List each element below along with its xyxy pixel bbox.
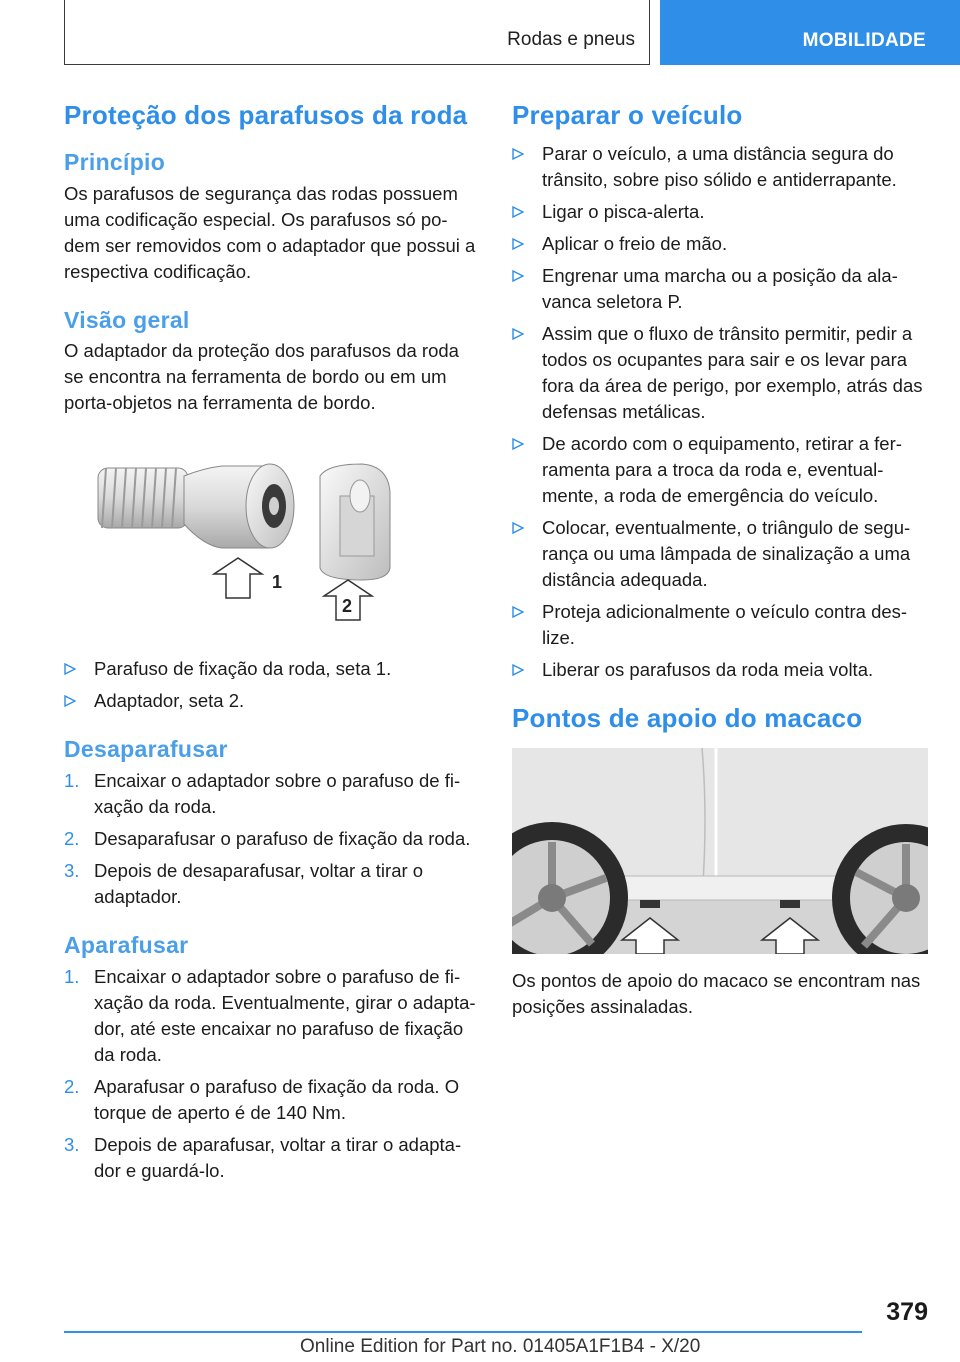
left-column [64, 100, 478, 1190]
list-item: 1. Encaixar o adaptador sobre o parafuso de fi-xação da roda. Eventualmente, girar o adapta-dor, até este encaixar no parafuso de fixação da roda. [64, 965, 476, 1065]
list-item: Parar o veículo, a uma distância segura do trânsito, sobre piso sólido e antiderrapante. [512, 141, 928, 193]
list-item: Engrenar uma marcha ou a posição da ala-vanca seletora P. [512, 263, 928, 315]
header-section-box [64, 0, 650, 65]
list-item: De acordo com o equipamento, retirar a fer-ramenta para a troca da roda e, eventual-mente, a roda de emergência do veículo. [512, 431, 928, 509]
list-item: Colocar, eventualmente, o triângulo de segu-rança ou uma lâmpada de sinalização a uma distância adequada. [512, 515, 928, 593]
list-item: 1. Encaixar o adaptador sobre o parafuso de fi-xação da roda. [64, 769, 461, 817]
triangle-bullet-icon [512, 328, 524, 340]
title-prepare-vehicle: Preparar o veículo [512, 100, 743, 130]
list-item: Aplicar o freio de mão. [512, 231, 928, 257]
triangle-bullet-icon [512, 664, 524, 676]
triangle-bullet-icon [512, 438, 524, 450]
text-jack-points: Os pontos de apoio do macaco se encontram nas posições assinaladas. [512, 970, 921, 1018]
list-item: 2. Desaparafusar o parafuso de fixação da roda. [64, 827, 471, 849]
arrow-1-label: 1 [272, 572, 283, 593]
text-principle: Os parafusos de segurança das rodas possuem uma codificação especial. Os parafusos só po-dem ser removidos com o adaptador que possui a respectiva codificação. [64, 182, 476, 282]
triangle-bullet-icon [512, 238, 524, 250]
triangle-bullet-icon [512, 522, 524, 534]
list-item: 2. Aparafusar o parafuso de fixação da roda. O torque de aperto é de 140 Nm. [64, 1075, 460, 1123]
list-item: Liberar os parafusos da roda meia volta. [512, 657, 928, 683]
header-section-title: Rodas e pneus [507, 29, 635, 50]
list-item: Assim que o fluxo de trânsito permitir, pedir a todos os ocupantes para sair e os levar para fora da área de perigo, por exemplo, atrás das defensas metálicas. [512, 321, 928, 425]
heading-unscrew: Desaparafusar [64, 736, 228, 763]
header-chapter-label: MOBILIDADE [802, 30, 926, 51]
jack-points-figure [512, 748, 928, 954]
title-jack-points: Pontos de apoio do macaco [512, 703, 863, 734]
title-wheel-bolt-protection: Proteção dos parafusos da roda [64, 100, 468, 130]
prepare-vehicle-list [512, 141, 928, 683]
triangle-bullet-icon [512, 606, 524, 618]
screw-steps [64, 964, 478, 1184]
heading-overview: Visão geral [64, 306, 190, 333]
figure-legend-list [64, 656, 478, 714]
triangle-bullet-icon [512, 270, 524, 282]
footer-edition: Online Edition for Part no. 01405A1F1B4 - X/20 [300, 1336, 701, 1357]
heading-screw: Aparafusar [64, 931, 189, 958]
header-chapter-tab [660, 0, 960, 65]
arrow-2-marker [324, 580, 372, 620]
list-item: 3. Depois de aparafusar, voltar a tirar o adapta-dor e guardá-lo. [64, 1133, 462, 1181]
wheel-bolt-adapter-figure [92, 456, 392, 626]
text-overview: O adaptador da proteção dos parafusos da roda se encontra na ferramenta de bordo ou em um porta-objetos na ferramenta de bordo. [64, 340, 459, 414]
list-item: Ligar o pisca-alerta. [512, 199, 928, 225]
arrow-1-marker [214, 558, 282, 598]
legend-item: Adaptador, seta 2. [64, 688, 478, 714]
unscrew-steps [64, 768, 478, 910]
list-item: Proteja adicionalmente o veículo contra des-lize. [512, 599, 928, 651]
heading-principle: Princípio [64, 149, 166, 176]
arrow-2-label: 2 [342, 596, 353, 617]
triangle-bullet-icon [512, 206, 524, 218]
bolt-head-shape [184, 464, 294, 548]
legend-item: Parafuso de fixação da roda, seta 1. [64, 656, 478, 682]
right-column [512, 100, 928, 1020]
bolt-thread-shape [98, 468, 188, 528]
footer-divider [64, 1331, 862, 1333]
triangle-bullet-icon [64, 695, 76, 707]
adapter-shape [320, 464, 390, 580]
triangle-bullet-icon [64, 663, 76, 675]
page-number: 379 [886, 1298, 928, 1326]
triangle-bullet-icon [512, 148, 524, 160]
list-item: 3. Depois de desaparafusar, voltar a tirar o adaptador. [64, 859, 424, 907]
